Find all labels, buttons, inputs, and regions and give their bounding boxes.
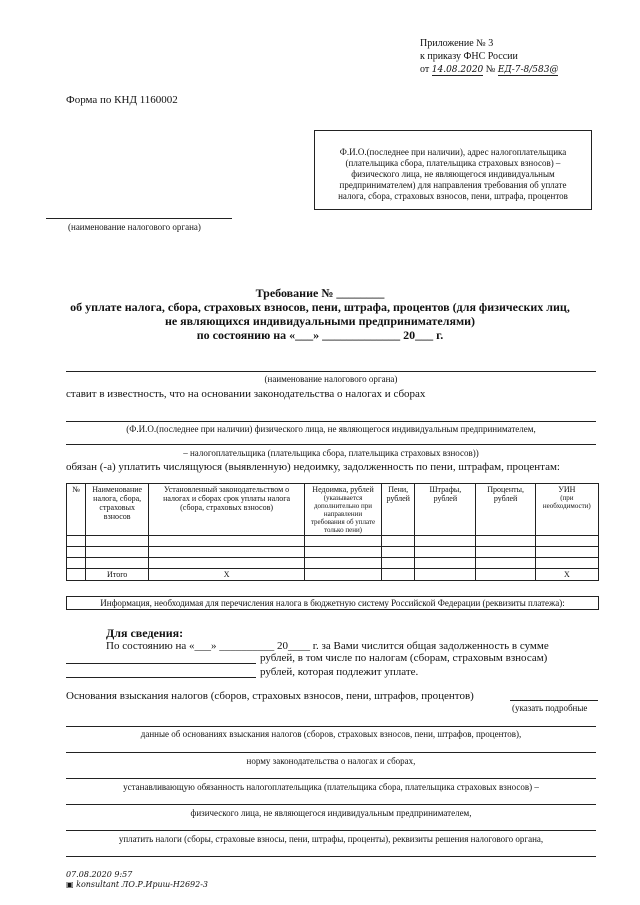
grounds-hint-1: (указать подробные	[512, 703, 588, 713]
col-penalty: Пени, рублей	[382, 484, 415, 536]
grounds-hint-2: данные об основаниях взыскания налогов (сборов, страховых взносов, пени, штрафов, процентов),	[140, 729, 522, 739]
order-date-row	[420, 64, 600, 76]
obliged-text: обязан (-а) уплатить числящуюся (выявленную) недоимку, задолженность по пени, штрафам, процентам:	[66, 461, 560, 473]
payer-label: – налогоплательщика (плательщика сбора, плательщика страховых взносов))	[183, 448, 479, 458]
title-line-4: по состоянию на «___» _____________ 20___ г.	[196, 328, 444, 342]
authority-line	[66, 371, 596, 372]
grounds-hint-4: устанавливающую обязанность налогоплательщика (плательщика сбора, плательщика страховых взносов) –	[123, 782, 539, 792]
table-row	[67, 536, 599, 547]
col-arrears-title: Недоимка, рублей	[312, 485, 374, 494]
address-box-text: Ф.И.О.(последнее при наличии), адрес налогоплательщика (плательщика сбора, плательщика страховых взносов) – физического лица, не являющегося индивидуальным предпринимателем) для направления требования об уплате налога, сбора, страховых взносов, пени, штрафа, процентов	[338, 147, 568, 201]
order-label: к приказу ФНС России	[420, 51, 518, 62]
grounds-line-2	[66, 726, 596, 727]
col-uin	[535, 484, 598, 536]
title-line-3: не являющихся индивидуальными предпринимателями)	[164, 314, 476, 328]
order-number: ЕД-7-8/583@	[497, 65, 559, 75]
order-date: 14.08.2020	[431, 65, 484, 75]
doc-icon: ▣	[66, 880, 74, 889]
col-arrears	[304, 484, 381, 536]
tax-authority-label: (наименование налогового органа)	[68, 222, 201, 232]
tax-authority-line	[46, 218, 232, 219]
payment-info-text: Информация, необходимая для перечисления налога в бюджетную систему Российской Федерации (реквизиты платежа):	[100, 598, 565, 608]
grounds-line-5	[66, 804, 596, 805]
info-line-3-blank	[66, 677, 256, 678]
col-tax-name: Наименование налога, сбора, страховых взносов	[86, 484, 149, 536]
footer-path-text: konsultant ЛО.Р.Ириш-Н2692-3	[76, 880, 208, 889]
col-number: №	[67, 484, 86, 536]
footer-timestamp: 07.08.2020 9:57	[66, 870, 133, 879]
grounds-hint-6: уплатить налоги (сборы, страховые взносы, пени, штрафы, проценты), реквизиты решения налогового органа,	[118, 834, 544, 844]
grounds-line-7	[66, 856, 596, 857]
total-deadline-cross: X	[149, 569, 305, 581]
footer-path	[66, 880, 208, 889]
info-line-2-blank	[66, 663, 256, 664]
col-uin-title: УИН	[558, 485, 576, 494]
info-line-3: рублей, которая подлежит уплате.	[260, 666, 419, 678]
total-uin-cross: X	[535, 569, 598, 581]
grounds-blank	[510, 700, 598, 701]
fio-label: (Ф.И.О.(последнее при наличии) физического лица, не являющегося индивидуальным предпринимателем,	[126, 424, 536, 434]
payment-info-box	[66, 596, 599, 610]
table-row	[67, 547, 599, 558]
informs-text: ставит в известность, что на основании законодательства о налогах и сборах	[66, 388, 426, 400]
col-arrears-note: (указывается дополнительно при направлении требования об уплате только пени)	[310, 494, 376, 534]
form-code: Форма по КНД 1160002	[66, 94, 178, 106]
page-title	[20, 286, 620, 342]
debt-table	[66, 483, 599, 581]
total-label: Итого	[86, 569, 149, 581]
table-header-row	[67, 484, 599, 536]
authority-label: (наименование налогового органа)	[264, 374, 398, 384]
grounds-line-6	[66, 830, 596, 831]
grounds-hint-5: физического лица, не являющегося индивидуальным предпринимателем,	[190, 808, 472, 818]
info-line-2: рублей, в том числе по налогам (сборам, страховым взносам)	[260, 652, 548, 664]
col-fines: Штрафы, рублей	[415, 484, 476, 536]
grounds-text: Основания взыскания налогов (сборов, страховых взносов, пени, штрафов, процентов)	[66, 690, 474, 702]
number-prefix: №	[485, 64, 496, 75]
payer-line	[66, 444, 596, 445]
grounds-hint-3: норму законодательства о налогах и сборах,	[246, 756, 416, 766]
table-row	[67, 558, 599, 569]
title-line-2: об уплате налога, сбора, страховых взносов, пени, штрафа, процентов (для физических лиц,	[70, 300, 570, 314]
info-line-1: По состоянию на «___» __________ 20____ г. за Вами числится общая задолженность в сумме	[106, 640, 549, 652]
appendix-label: Приложение № 3	[420, 38, 494, 49]
info-heading: Для сведения:	[106, 626, 184, 640]
col-interest: Проценты, рублей	[476, 484, 535, 536]
address-box	[314, 130, 592, 210]
grounds-line-3	[66, 752, 596, 753]
fio-line	[66, 421, 596, 422]
grounds-line-4	[66, 778, 596, 779]
col-deadline: Установленный законодательством о налогах и сборах срок уплаты налога (сбора, страховых взносов)	[149, 484, 305, 536]
title-line-1: Требование № ________	[255, 286, 385, 300]
date-prefix: от	[420, 64, 430, 75]
col-uin-note: (при необходимости)	[542, 494, 591, 510]
table-total-row	[67, 569, 599, 581]
